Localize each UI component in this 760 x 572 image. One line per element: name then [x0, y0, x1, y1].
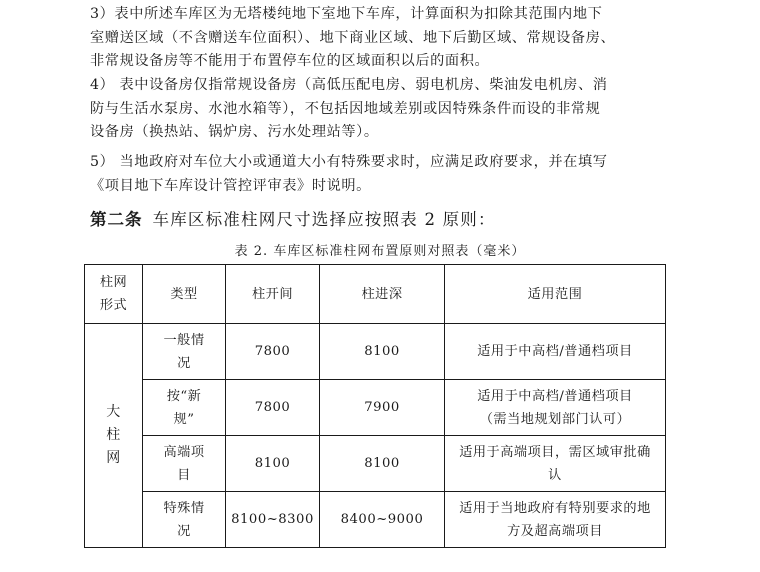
type-text: 特殊情况	[163, 500, 205, 539]
type-cell	[143, 324, 226, 380]
header-cell	[445, 265, 666, 324]
bay-width-cell: 8100	[226, 436, 320, 492]
header-cell	[320, 265, 445, 324]
table-caption: 表 2. 车库区标准柱网布置原则对照表（毫米）	[234, 244, 526, 259]
table-row	[85, 324, 666, 380]
article-text: 车库区标准柱网尺寸选择应按照表 2 原则：	[152, 210, 496, 229]
header-cell	[226, 265, 320, 324]
bay-width-cell: 8100~8300	[226, 492, 320, 548]
type-cell	[143, 492, 226, 548]
note-line: 3）表中所述车库区为无塔楼纯地下室地下车库，计算面积为扣除其范围内地下	[90, 6, 603, 22]
note-line: 《项目地下车库设计管控评审表》时说明。	[90, 177, 371, 194]
scope-cell	[445, 492, 666, 548]
type-cell	[143, 436, 226, 492]
type-text: 按“新规”	[166, 388, 202, 427]
scope-cell	[445, 324, 666, 380]
scope-cell	[445, 380, 666, 436]
bay-width-cell: 7800	[226, 380, 320, 436]
group-cell	[85, 324, 143, 548]
note-line: 设备房（换热站、锅炉房、污水处理站等）。	[90, 124, 379, 140]
article-number: 第二条	[90, 210, 143, 229]
scope-text: 适用于中高档/普通档项目（需当地规划部门认可）	[477, 388, 633, 427]
note-line: 防与生活水泵房、水池水箱等），不包括因地域差别或因特殊条件而设的非常规	[90, 100, 601, 117]
note-line: 室赠送区域（不含赠送车位面积）、地下商业区域、地下后勤区域、常规设备房、	[90, 29, 616, 46]
note-line: 非常规设备房等不能用于布置停车位的区域面积以后的面积。	[90, 53, 490, 69]
note-item-3	[90, 3, 670, 74]
table-row	[85, 492, 666, 548]
scope-text: 适用于高端项目，需区域审批确认	[459, 444, 651, 483]
note-item-4	[90, 74, 670, 145]
type-cell	[143, 380, 226, 436]
table-row	[85, 380, 666, 436]
note-item-5	[90, 151, 670, 198]
scope-text: 适用于当地政府有特别要求的地方及超高端项目	[459, 500, 651, 539]
header-bay-width: 柱开间	[251, 286, 294, 302]
type-text: 高端项目	[163, 444, 205, 483]
table-header-row	[85, 265, 666, 324]
header-type: 类型	[170, 286, 198, 302]
table-row	[85, 436, 666, 492]
header-form: 柱网形式	[99, 275, 128, 313]
header-bay-depth: 柱进深	[361, 286, 403, 302]
header-cell	[85, 265, 143, 324]
group-label: 大柱网	[106, 404, 121, 466]
column-grid-table	[84, 264, 666, 548]
header-scope: 适用范围	[527, 286, 583, 302]
bay-depth-cell: 8100	[320, 324, 445, 380]
bay-width-cell: 7800	[226, 324, 320, 380]
note-line: 5） 当地政府对车位大小或通道大小有特殊要求时，应满足政府要求，并在填写	[90, 154, 608, 170]
bay-depth-cell: 7900	[320, 380, 445, 436]
bay-depth-cell: 8400~9000	[320, 492, 445, 548]
scope-cell	[445, 436, 666, 492]
article-heading	[90, 206, 496, 230]
note-line: 4） 表中设备房仅指常规设备房（高低压配电房、弱电机房、柴油发电机房、消	[90, 77, 608, 93]
header-cell	[143, 265, 226, 324]
type-text: 一般情况	[163, 332, 205, 371]
scope-text: 适用于中高档/普通档项目	[477, 344, 633, 359]
bay-depth-cell: 8100	[320, 436, 445, 492]
